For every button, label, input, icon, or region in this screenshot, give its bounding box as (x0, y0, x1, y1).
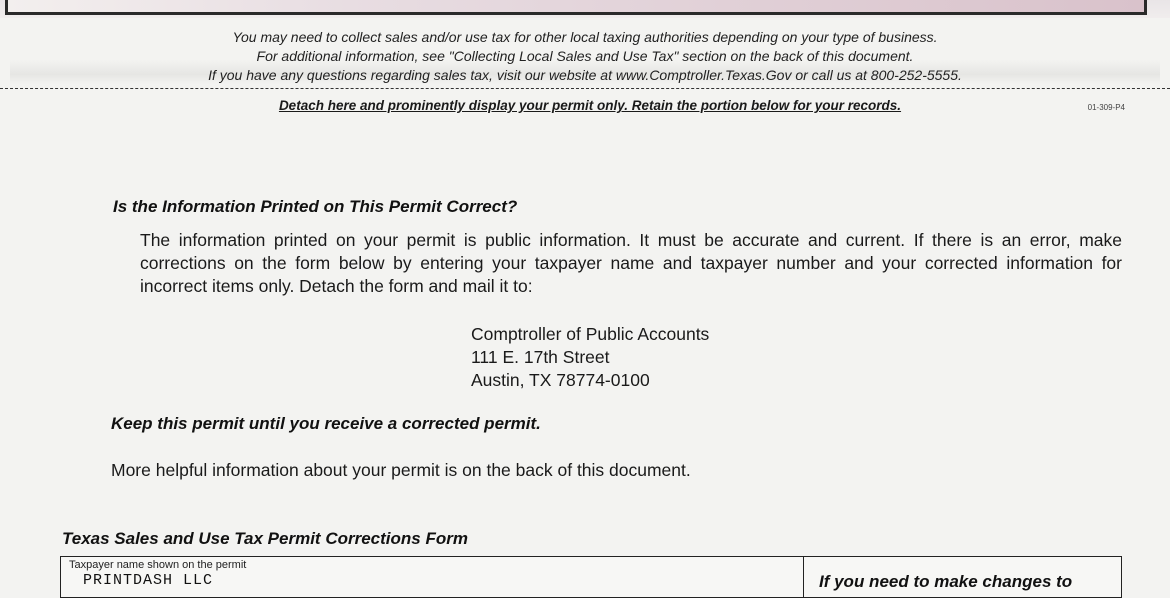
section-body: The information printed on your permit is public information. It must be accurate and current. If there is an error, make corrections on the form below by entering your taxpayer name and taxpayer number and your corrected information for incorrect items only. Detach the form and mail it to: (140, 230, 1122, 296)
mailing-address (471, 323, 709, 392)
section-heading: Is the Information Printed on This Permit Correct? (113, 197, 518, 216)
intro-line-2: For additional information, see "Collecting Local Sales and Use Tax" section on the back of this document. (256, 48, 914, 64)
detach-instruction: Detach here and prominently display your permit only. Retain the portion below for your records. (278, 98, 902, 113)
keep-permit-notice: Keep this permit until you receive a corrected permit. (111, 414, 541, 433)
address-line-3: Austin, TX 78774-0100 (471, 370, 650, 390)
address-line-1: Comptroller of Public Accounts (471, 324, 710, 344)
intro-line-1: You may need to collect sales and/or use tax for other local taxing authorities depending on your type of business. (232, 29, 938, 45)
taxpayer-name-label: Taxpayer name shown on the permit (69, 559, 247, 571)
detach-dashed-line (0, 88, 1170, 89)
form-code: 01-309-P4 (1087, 103, 1125, 112)
taxpayer-name-field[interactable] (61, 557, 804, 597)
taxpayer-name-value: PRINTDASH LLC (83, 572, 214, 589)
intro-line-3: If you have any questions regarding sales tax, visit our website at www.Comptroller.Texas.Gov or call us at 800-252-5555. (208, 67, 962, 83)
corrections-form (60, 556, 1122, 598)
intro-notice (0, 28, 1170, 85)
more-info-text: More helpful information about your permit is on the back of this document. (111, 460, 691, 480)
changes-side-note: If you need to make changes to (819, 572, 1073, 591)
permit-frame-edge (5, 0, 1147, 15)
address-line-2: 111 E. 17th Street (471, 347, 610, 367)
corrections-form-title: Texas Sales and Use Tax Permit Corrections Form (62, 529, 468, 548)
